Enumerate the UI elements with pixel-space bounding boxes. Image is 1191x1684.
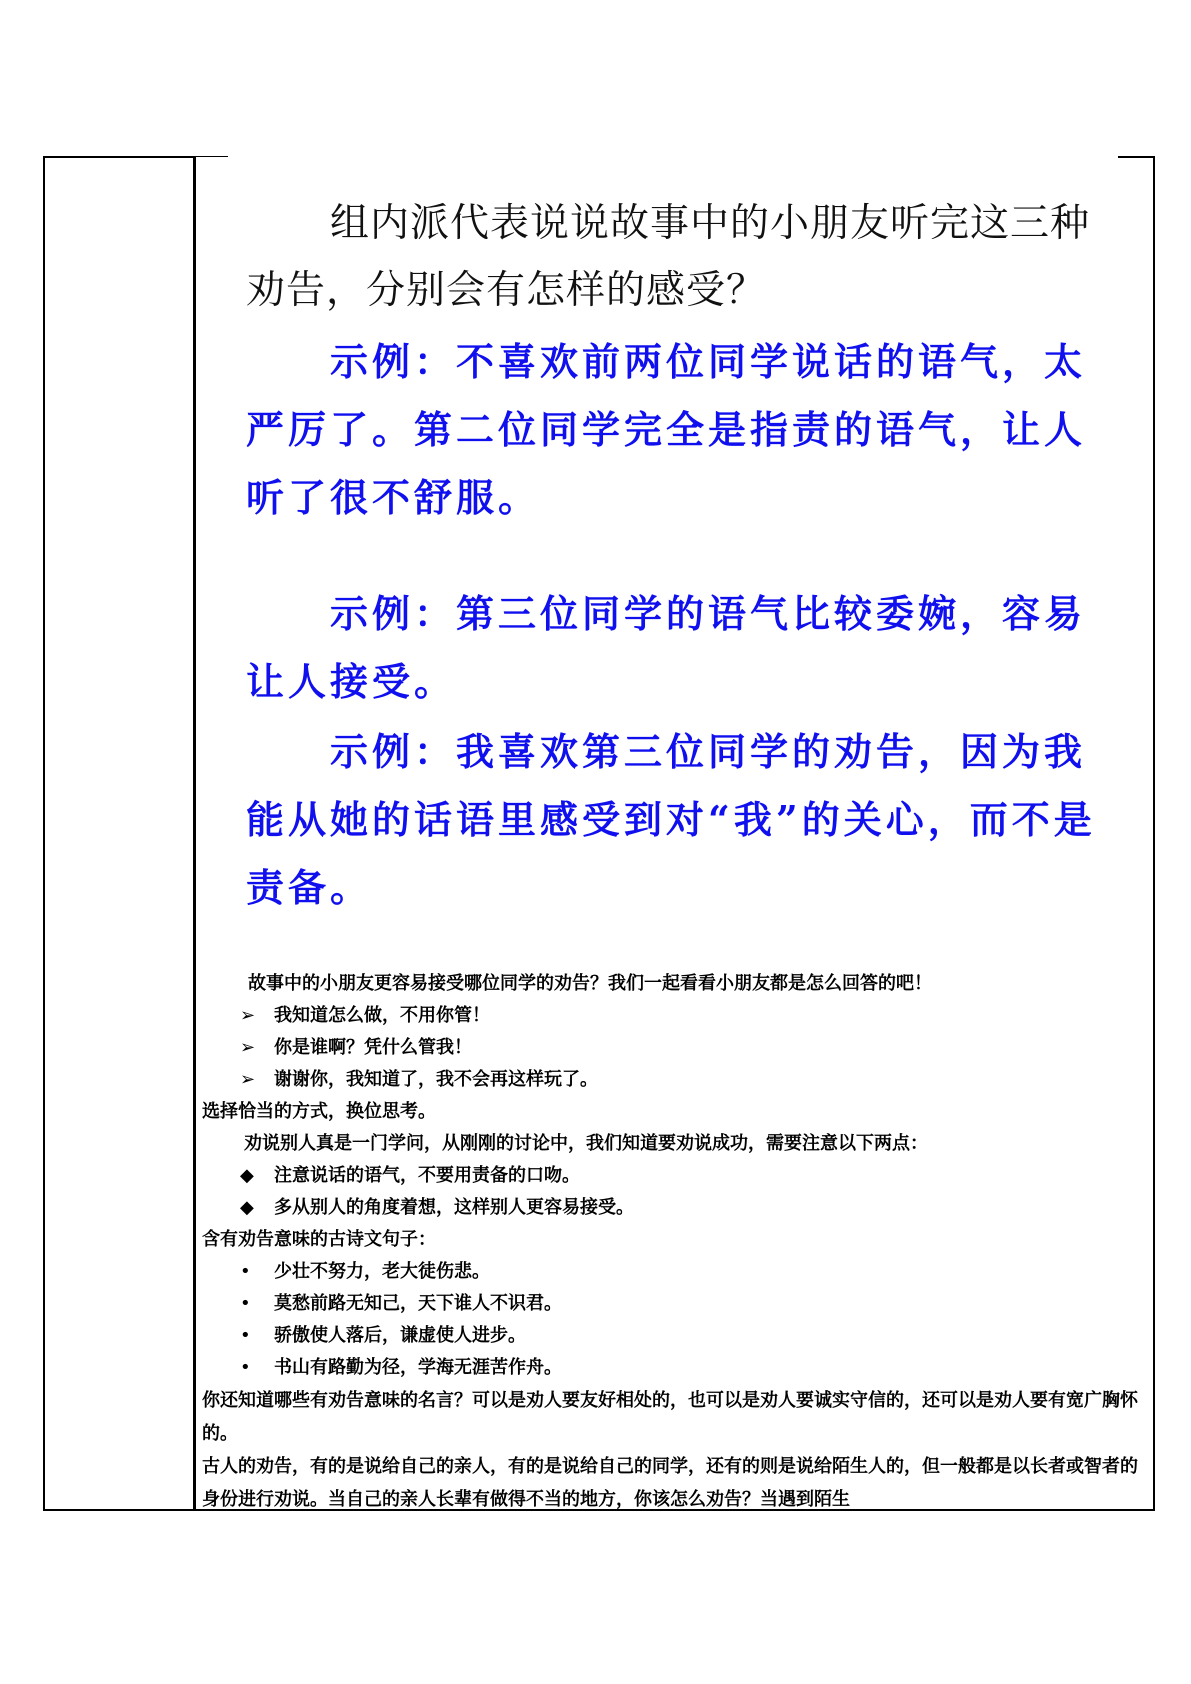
arrow-bullet-icon: ➢ xyxy=(240,1005,256,1026)
table-column-divider xyxy=(193,156,196,1511)
example-1: 示例：不喜欢前两位同学说话的语气，太严厉了。第二位同学完全是指责的语气，让人听了很不舒服。 xyxy=(246,339,1087,520)
table-top-border-mid xyxy=(196,156,228,157)
lesson-content-cell xyxy=(198,158,1153,1510)
dot-bullet-icon: • xyxy=(240,1293,251,1314)
discussion-question: 组内派代表说说故事中的小朋友听完这三种劝告，分别会有怎样的感受？ xyxy=(246,201,1091,313)
dot-bullet-icon: • xyxy=(240,1325,251,1346)
classic-heading: 含有劝告意味的古诗文句子： xyxy=(202,1229,436,1250)
dot-bullet-icon: • xyxy=(240,1357,251,1378)
more-quotes-paragraph: 你还知道哪些有劝告意味的名言？可以是劝人要友好相处的，也可以是劝人要诚实守信的，还可以是劝人要有宽广胸怀的。 xyxy=(202,1390,1138,1444)
ancient-advice-paragraph: 古人的劝告，有的是说给自己的亲人，有的是说给自己的同学，还有的则是说给陌生人的，但一般都是以长者或智者的身份进行劝说。当自己的亲人长辈有做得不当的地方，你该怎么劝告？当遇到陌生 xyxy=(202,1456,1138,1510)
classic-item: • 莫愁前路无知己，天下谁人不识君。 xyxy=(240,1288,562,1320)
arrow-bullet-icon: ➢ xyxy=(240,1069,256,1090)
table-right-border xyxy=(1153,156,1155,1511)
arrow-bullet-icon: ➢ xyxy=(240,1037,256,1058)
classic-item: • 书山有路勤为径，学海无涯苦作舟。 xyxy=(240,1352,562,1384)
diamond-bullet-icon: ◆ xyxy=(240,1165,254,1186)
persuade-intro: 劝说别人真是一门学问，从刚刚的讨论中，我们知道要劝说成功，需要注意以下两点： xyxy=(244,1133,928,1154)
point-item: ◆ 注意说话的语气，不要用责备的口吻。 xyxy=(240,1160,580,1192)
table-top-border-left xyxy=(43,156,196,158)
point-item: ◆ 多从别人的角度着想，这样别人更容易接受。 xyxy=(240,1192,634,1224)
example-2: 示例：第三位同学的语气比较委婉，容易让人接受。 xyxy=(246,591,1087,704)
answer-item: ➢ 谢谢你，我知道了，我不会再这样玩了。 xyxy=(240,1064,598,1096)
answer-item: ➢ 我知道怎么做，不用你管！ xyxy=(240,1000,490,1032)
diamond-bullet-icon: ◆ xyxy=(240,1197,254,1218)
story-prompt: 故事中的小朋友更容易接受哪位同学的劝告？我们一起看看小朋友都是怎么回答的吧！ xyxy=(248,973,932,994)
dot-bullet-icon: • xyxy=(240,1261,251,1282)
choose-heading: 选择恰当的方式，换位思考。 xyxy=(202,1101,436,1122)
table-left-border xyxy=(43,156,45,1511)
example-3: 示例：我喜欢第三位同学的劝告，因为我能从她的话语里感受到对“我”的关心，而不是责备。 xyxy=(246,729,1096,910)
classic-item: • 少壮不努力，老大徒伤悲。 xyxy=(240,1256,490,1288)
classic-item: • 骄傲使人落后，谦虚使人进步。 xyxy=(240,1320,526,1352)
answer-item: ➢ 你是谁啊？凭什么管我！ xyxy=(240,1032,472,1064)
